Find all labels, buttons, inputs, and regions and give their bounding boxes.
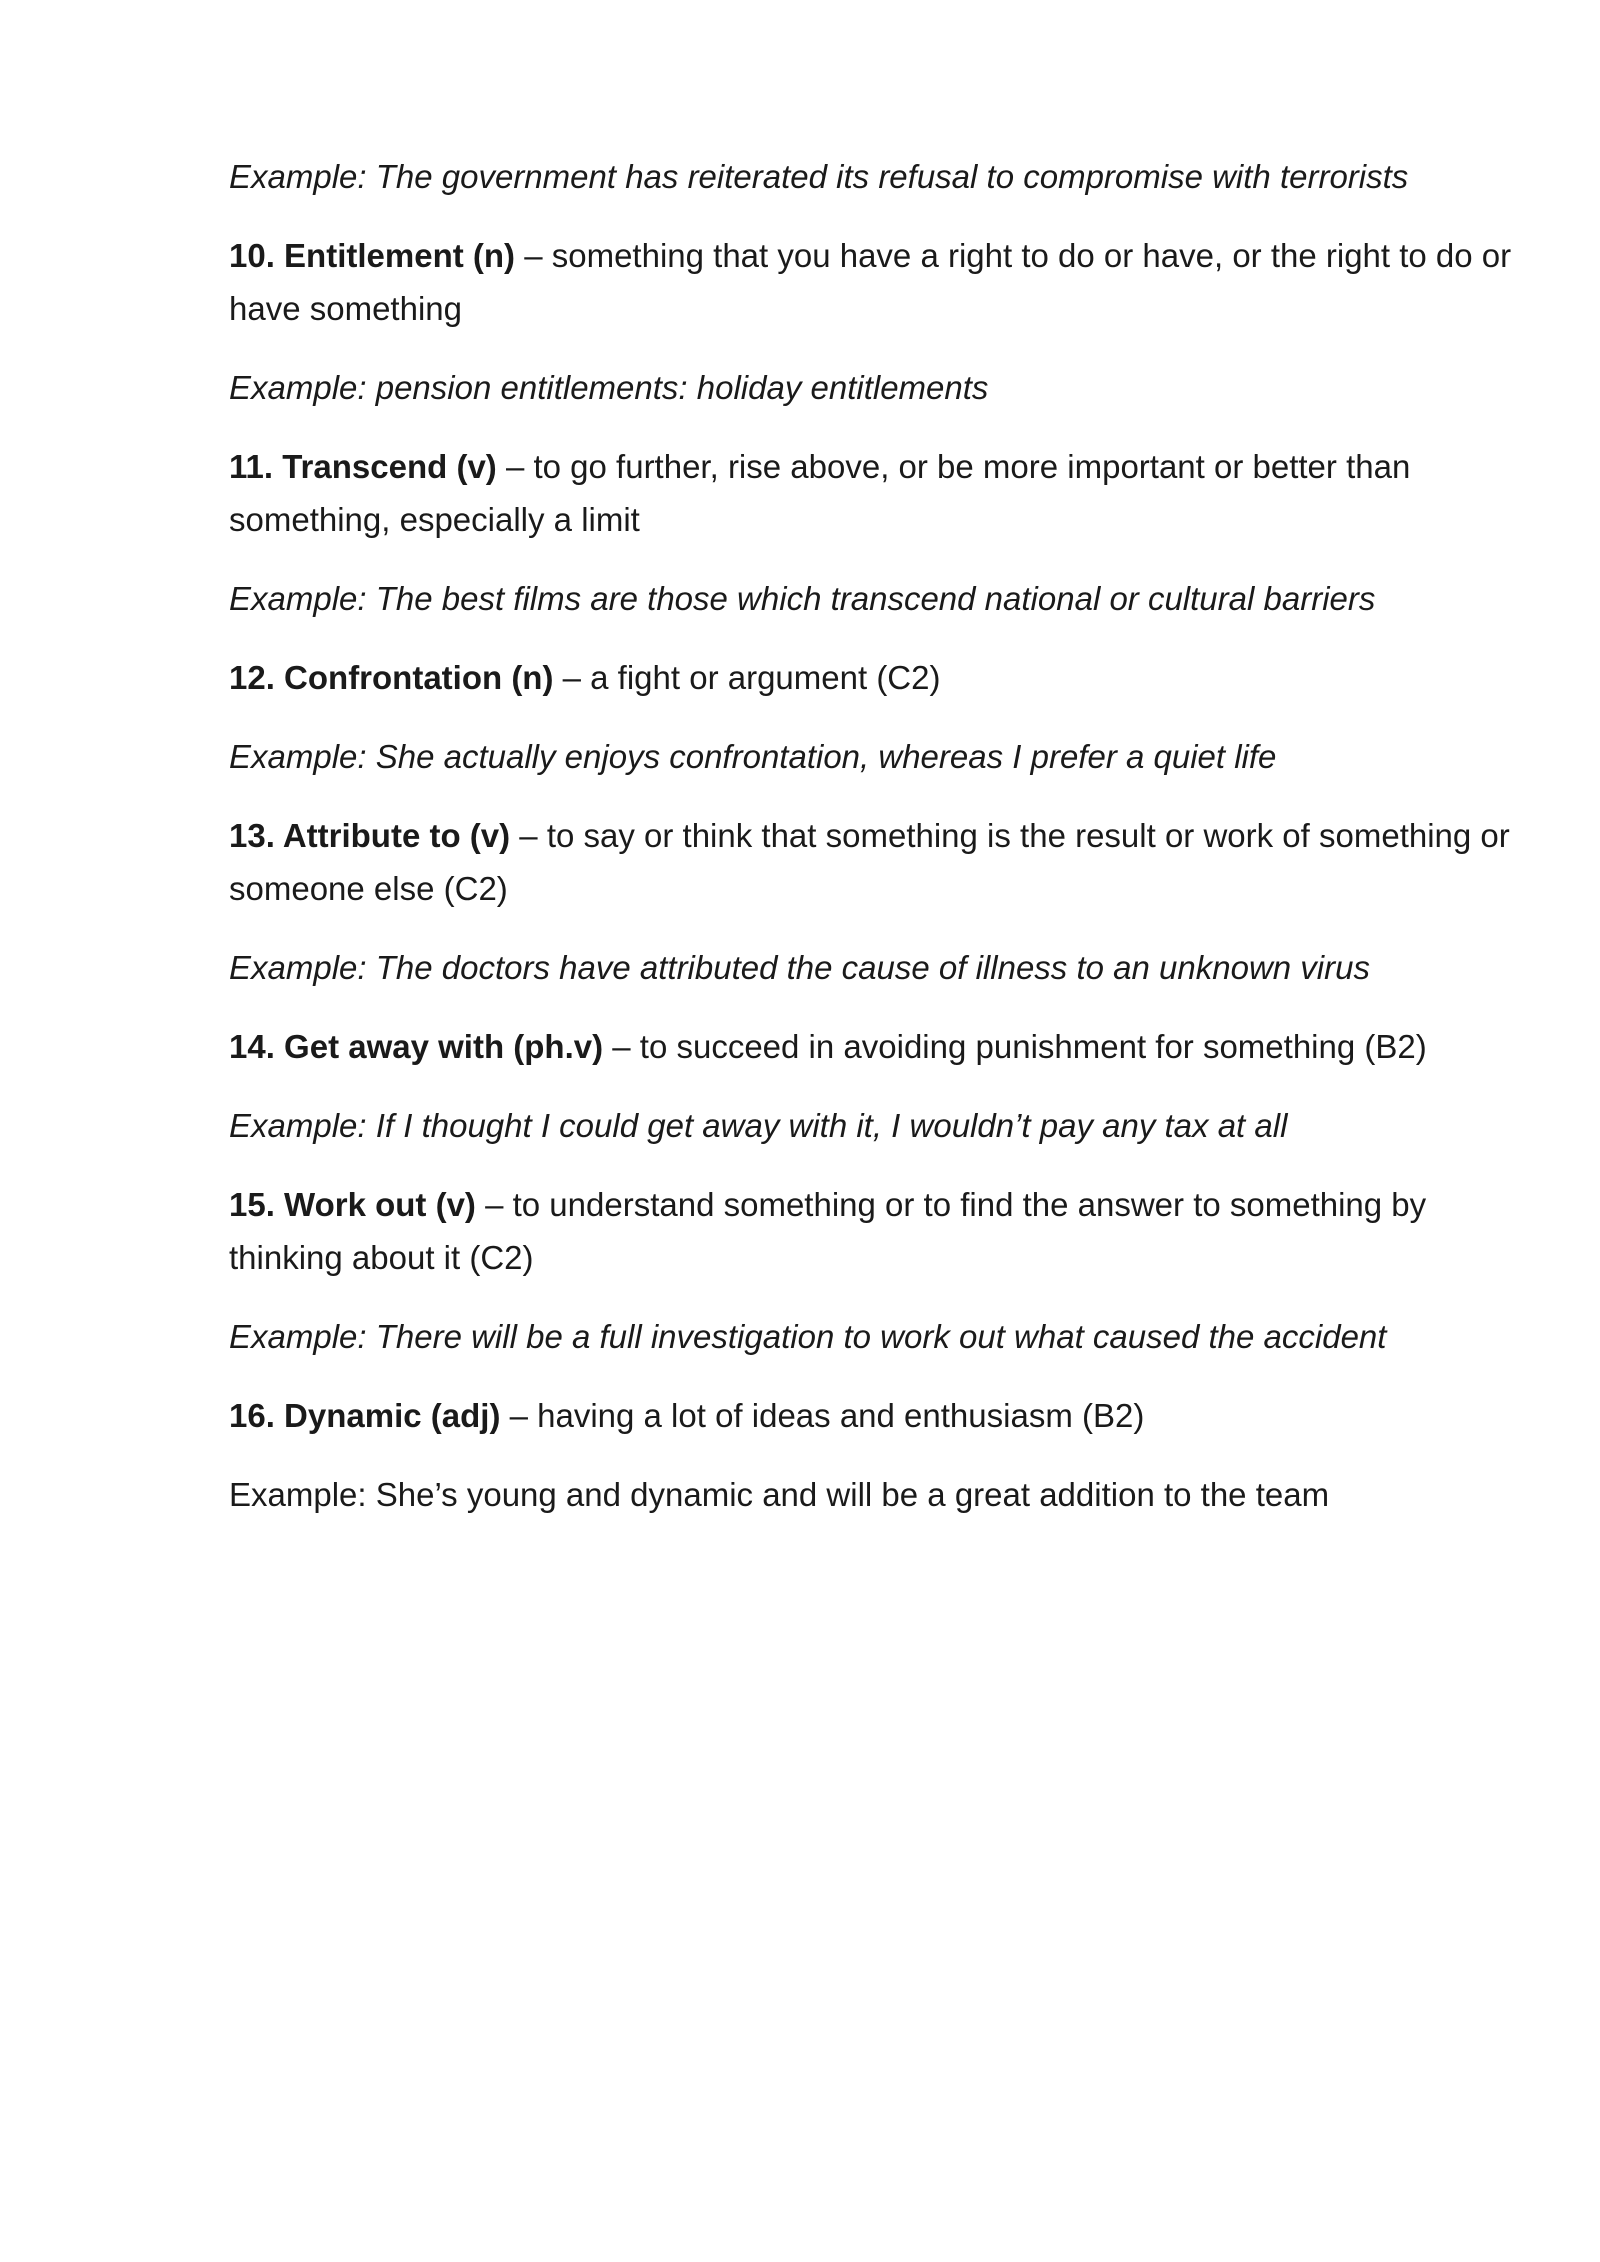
vocabulary-term: 15. Work out (v)	[229, 1186, 476, 1223]
vocabulary-term: 14. Get away with (ph.v)	[229, 1028, 604, 1065]
example-sentence: Example: If I thought I could get away with it, I wouldn’t pay any tax at all	[229, 1107, 1288, 1144]
vocabulary-term: 11. Transcend (v)	[229, 448, 497, 485]
vocabulary-entry	[229, 1389, 1529, 1442]
example-sentence: Example: The best films are those which transcend national or cultural barriers	[229, 580, 1376, 617]
vocabulary-entry	[229, 1178, 1529, 1284]
vocabulary-term: 10. Entitlement (n)	[229, 237, 516, 274]
vocabulary-definition: – having a lot of ideas and enthusiasm (B2)	[500, 1397, 1145, 1434]
example-sentence: Example: There will be a full investigation to work out what caused the accident	[229, 1318, 1387, 1355]
example-sentence: Example: pension entitlements: holiday entitlements	[229, 369, 989, 406]
vocabulary-definition: – to say or think that something is the result or work of something or someone else (C2)	[229, 817, 1510, 907]
vocabulary-entry	[229, 440, 1529, 546]
example-sentence: Example: She actually enjoys confrontation, whereas I prefer a quiet life	[229, 738, 1277, 775]
vocabulary-entry	[229, 809, 1529, 915]
vocabulary-definition: – to succeed in avoiding punishment for something (B2)	[603, 1028, 1427, 1065]
example-sentence: Example: She’s young and dynamic and will be a great addition to the team	[229, 1476, 1330, 1513]
vocabulary-definition: – to go further, rise above, or be more important or better than something, especially a limit	[229, 448, 1411, 538]
vocabulary-entry	[229, 651, 1529, 704]
vocabulary-term: 12. Confrontation (n)	[229, 659, 554, 696]
vocabulary-term: 13. Attribute to (v)	[229, 817, 511, 854]
example-sentence: Example: The doctors have attributed the cause of illness to an unknown virus	[229, 949, 1370, 986]
document-page	[229, 150, 1529, 1547]
vocabulary-definition: – to understand something or to find the answer to something by thinking about it (C2)	[229, 1186, 1427, 1276]
example-sentence: Example: The government has reiterated its refusal to compromise with terrorists	[229, 158, 1409, 195]
vocabulary-entry	[229, 1020, 1529, 1073]
vocabulary-entry	[229, 229, 1529, 335]
vocabulary-definition: – a fight or argument (C2)	[553, 659, 941, 696]
vocabulary-definition: – something that you have a right to do or have, or the right to do or have something	[229, 237, 1512, 327]
vocabulary-term: 16. Dynamic (adj)	[229, 1397, 501, 1434]
